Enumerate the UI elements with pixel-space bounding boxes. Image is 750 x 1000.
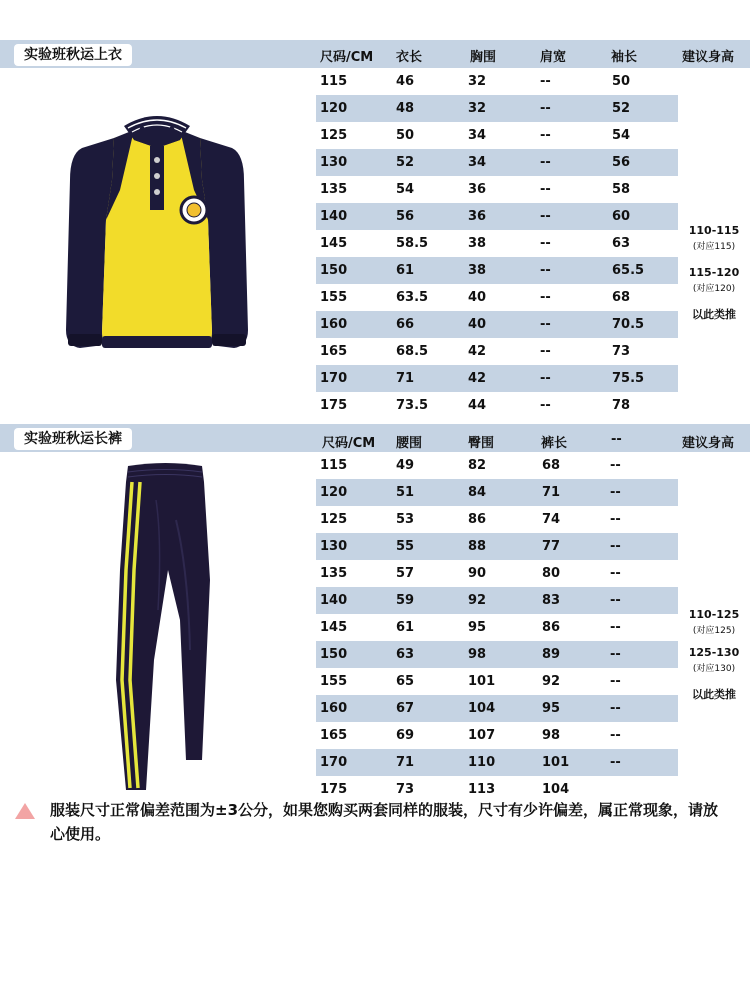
pants-size-cell: 125: [320, 512, 348, 527]
shirt-size-cell: 140: [320, 209, 348, 224]
pants-size-cell: 155: [320, 674, 348, 689]
column-header-chest: 胸围: [470, 50, 497, 65]
shirt-size-cell: 56: [396, 209, 415, 224]
shirt-size-cell: 52: [396, 155, 415, 170]
pants-size-cell: 74: [542, 512, 561, 527]
pants-size-cell: 98: [468, 647, 487, 662]
pants-size-cell: 80: [542, 566, 561, 581]
pants-size-cell: 170: [320, 755, 348, 770]
shirt-size-cell: 42: [468, 371, 487, 386]
pants-size-cell: 53: [396, 512, 415, 527]
pants-size-cell: --: [610, 539, 621, 554]
shirt-size-cell: 165: [320, 344, 348, 359]
pants-size-row: [316, 479, 678, 506]
polo-shirt-image: [62, 100, 252, 356]
pants-size-row: [316, 506, 678, 533]
recommended-range: 125-130: [688, 646, 740, 659]
shirt-size-cell: 73.5: [396, 398, 429, 413]
shirt-size-row: [316, 284, 678, 311]
shirt-size-cell: 32: [468, 101, 487, 116]
column-header-hip: 臀围: [468, 436, 495, 451]
pants-size-cell: 107: [468, 728, 496, 743]
shirt-size-cell: 160: [320, 317, 348, 332]
shirt-size-cell: 58.5: [396, 236, 429, 251]
pants-size-cell: 77: [542, 539, 561, 554]
shirt-size-cell: 60: [612, 209, 631, 224]
recommended-note: (对应115): [692, 242, 736, 252]
recommended-range: 115-120: [688, 266, 740, 279]
column-header-waist: 腰围: [396, 436, 423, 451]
column-header-recommended-height: 建议身高: [682, 50, 735, 65]
pants-size-cell: 150: [320, 647, 348, 662]
shirt-size-cell: 155: [320, 290, 348, 305]
shirt-size-cell: 36: [468, 209, 487, 224]
pants-size-row: [316, 560, 678, 587]
shirt-size-cell: 38: [468, 236, 487, 251]
pants-size-cell: 95: [468, 620, 487, 635]
pants-size-cell: 115: [320, 458, 348, 473]
pants-size-cell: 92: [542, 674, 561, 689]
pants-size-cell: --: [610, 512, 621, 527]
shirt-size-cell: --: [540, 74, 551, 89]
pants-size-cell: --: [610, 566, 621, 581]
pants-size-cell: 95: [542, 701, 561, 716]
pants-size-cell: 130: [320, 539, 348, 554]
pants-size-cell: 135: [320, 566, 348, 581]
shirt-size-row: [316, 149, 678, 176]
pants-size-row: [316, 641, 678, 668]
shirt-size-cell: 78: [612, 398, 631, 413]
shirt-size-cell: 54: [612, 128, 631, 143]
shirt-size-row: [316, 311, 678, 338]
shirt-size-cell: 58: [612, 182, 631, 197]
pants-size-cell: 110: [468, 755, 496, 770]
column-header-pants-length: 裤长: [541, 436, 568, 451]
pants-size-cell: 61: [396, 620, 415, 635]
pants-size-cell: --: [610, 485, 621, 500]
recommended-more: 以此类推: [692, 308, 736, 321]
shirt-size-cell: 50: [612, 74, 631, 89]
shirt-size-row: [316, 338, 678, 365]
shirt-size-cell: 46: [396, 74, 415, 89]
pants-size-cell: 49: [396, 458, 415, 473]
pants-size-cell: 82: [468, 458, 487, 473]
pants-size-cell: 55: [396, 539, 415, 554]
warning-triangle-icon: [14, 802, 36, 820]
pants-size-cell: 104: [542, 782, 570, 797]
shirt-size-cell: 34: [468, 155, 487, 170]
shirt-size-row: [316, 122, 678, 149]
section-title: 实验班秋运长裤: [14, 428, 132, 450]
shirt-size-row: [316, 392, 678, 419]
column-header-sleeve: 袖长: [611, 50, 638, 65]
shirt-size-row: [316, 176, 678, 203]
pants-size-cell: 165: [320, 728, 348, 743]
pants-size-cell: 90: [468, 566, 487, 581]
pants-size-cell: --: [610, 755, 621, 770]
pants-size-cell: 160: [320, 701, 348, 716]
pants-size-cell: 88: [468, 539, 487, 554]
shirt-size-cell: --: [540, 398, 551, 413]
shirt-size-cell: 65.5: [612, 263, 645, 278]
pants-size-cell: 71: [542, 485, 561, 500]
shirt-size-cell: 32: [468, 74, 487, 89]
column-header-recommended-height: 建议身高: [682, 436, 735, 451]
shirt-size-cell: 71: [396, 371, 415, 386]
column-header-shoulder: 肩宽: [540, 50, 567, 65]
shirt-size-cell: --: [540, 101, 551, 116]
shirt-size-cell: 115: [320, 74, 348, 89]
shirt-size-cell: 63.5: [396, 290, 429, 305]
shirt-size-cell: 61: [396, 263, 415, 278]
pants-size-cell: 92: [468, 593, 487, 608]
pants-size-cell: 101: [542, 755, 570, 770]
pants-size-row: [316, 695, 678, 722]
column-header-blank: --: [611, 432, 622, 447]
shirt-size-cell: 48: [396, 101, 415, 116]
shirt-size-cell: --: [540, 155, 551, 170]
shirt-size-cell: 54: [396, 182, 415, 197]
pants-size-cell: 84: [468, 485, 487, 500]
pants-size-cell: --: [610, 458, 621, 473]
pants-size-cell: 140: [320, 593, 348, 608]
pants-size-cell: --: [610, 620, 621, 635]
shirt-size-cell: 125: [320, 128, 348, 143]
pants-size-cell: --: [610, 728, 621, 743]
shirt-size-cell: --: [540, 236, 551, 251]
shirt-size-row: [316, 230, 678, 257]
recommended-range: 110-125: [688, 608, 740, 621]
shirt-size-cell: --: [540, 263, 551, 278]
shirt-size-row: [316, 95, 678, 122]
shirt-size-row: [316, 203, 678, 230]
pants-size-cell: --: [610, 647, 621, 662]
shirt-size-cell: --: [540, 317, 551, 332]
shirt-size-cell: --: [540, 128, 551, 143]
recommended-range: 110-115: [688, 224, 740, 237]
pants-size-cell: 63: [396, 647, 415, 662]
shirt-size-cell: 170: [320, 371, 348, 386]
shirt-size-cell: --: [540, 371, 551, 386]
note-text: 服装尺寸正常偏差范围为±3公分，如果您购买两套同样的服装，尺寸有少许偏差，属正常现象，请放心使用。: [50, 801, 719, 843]
shirt-size-cell: 40: [468, 317, 487, 332]
shirt-size-cell: 68: [612, 290, 631, 305]
shirt-size-cell: 135: [320, 182, 348, 197]
shirt-size-cell: --: [540, 209, 551, 224]
pants-size-cell: 104: [468, 701, 496, 716]
pants-size-cell: 145: [320, 620, 348, 635]
shirt-size-cell: 44: [468, 398, 487, 413]
shirt-size-row: [316, 257, 678, 284]
shirt-size-cell: 68.5: [396, 344, 429, 359]
shirt-size-cell: 70.5: [612, 317, 645, 332]
shirt-size-cell: 40: [468, 290, 487, 305]
shirt-size-cell: 52: [612, 101, 631, 116]
shirt-size-row: [316, 68, 678, 95]
pants-size-row: [316, 668, 678, 695]
pants-size-cell: 59: [396, 593, 415, 608]
pants-size-row: [316, 452, 678, 479]
shirt-size-row: [316, 365, 678, 392]
column-header-size: 尺码/CM: [320, 50, 374, 65]
pants-size-cell: 68: [542, 458, 561, 473]
pants-size-cell: 98: [542, 728, 561, 743]
shirt-size-cell: 36: [468, 182, 487, 197]
pants-size-cell: 57: [396, 566, 415, 581]
shirt-size-cell: 130: [320, 155, 348, 170]
shirt-size-cell: 120: [320, 101, 348, 116]
shirt-size-cell: 175: [320, 398, 348, 413]
recommended-note: (对应130): [692, 664, 736, 674]
shirt-size-cell: --: [540, 290, 551, 305]
shirt-size-cell: 50: [396, 128, 415, 143]
pants-size-row: [316, 587, 678, 614]
pants-size-cell: 51: [396, 485, 415, 500]
shirt-size-cell: 42: [468, 344, 487, 359]
pants-size-cell: 86: [468, 512, 487, 527]
recommended-more: 以此类推: [692, 688, 736, 701]
pants-size-cell: 175: [320, 782, 348, 797]
column-header-length: 衣长: [396, 50, 423, 65]
recommended-note: (对应125): [692, 626, 736, 636]
pants-size-row: [316, 533, 678, 560]
pants-size-cell: 89: [542, 647, 561, 662]
track-pants-image: [106, 460, 214, 792]
recommended-note: (对应120): [692, 284, 736, 294]
pants-size-cell: 73: [396, 782, 415, 797]
shirt-size-cell: 63: [612, 236, 631, 251]
pants-size-cell: 65: [396, 674, 415, 689]
pants-size-cell: 101: [468, 674, 496, 689]
pants-size-cell: --: [610, 701, 621, 716]
shirt-size-cell: 38: [468, 263, 487, 278]
pants-size-cell: 71: [396, 755, 415, 770]
pants-size-table: [316, 452, 678, 803]
pants-size-cell: 69: [396, 728, 415, 743]
shirt-size-table: [316, 68, 678, 419]
pants-size-row: [316, 614, 678, 641]
column-header-size: 尺码/CM: [322, 436, 376, 451]
pants-size-cell: --: [610, 674, 621, 689]
pants-size-cell: 113: [468, 782, 496, 797]
section-title: 实验班秋运上衣: [14, 44, 132, 66]
pants-size-cell: 83: [542, 593, 561, 608]
shirt-size-cell: --: [540, 344, 551, 359]
shirt-size-cell: 73: [612, 344, 631, 359]
shirt-size-cell: 56: [612, 155, 631, 170]
pants-size-cell: 120: [320, 485, 348, 500]
pants-size-cell: 86: [542, 620, 561, 635]
shirt-size-cell: --: [540, 182, 551, 197]
shirt-size-cell: 145: [320, 236, 348, 251]
shirt-size-cell: 150: [320, 263, 348, 278]
shirt-size-cell: 75.5: [612, 371, 645, 386]
pants-size-cell: 67: [396, 701, 415, 716]
pants-size-row: [316, 749, 678, 776]
shirt-size-cell: 34: [468, 128, 487, 143]
pants-size-row: [316, 722, 678, 749]
pants-size-cell: --: [610, 593, 621, 608]
shirt-size-cell: 66: [396, 317, 415, 332]
